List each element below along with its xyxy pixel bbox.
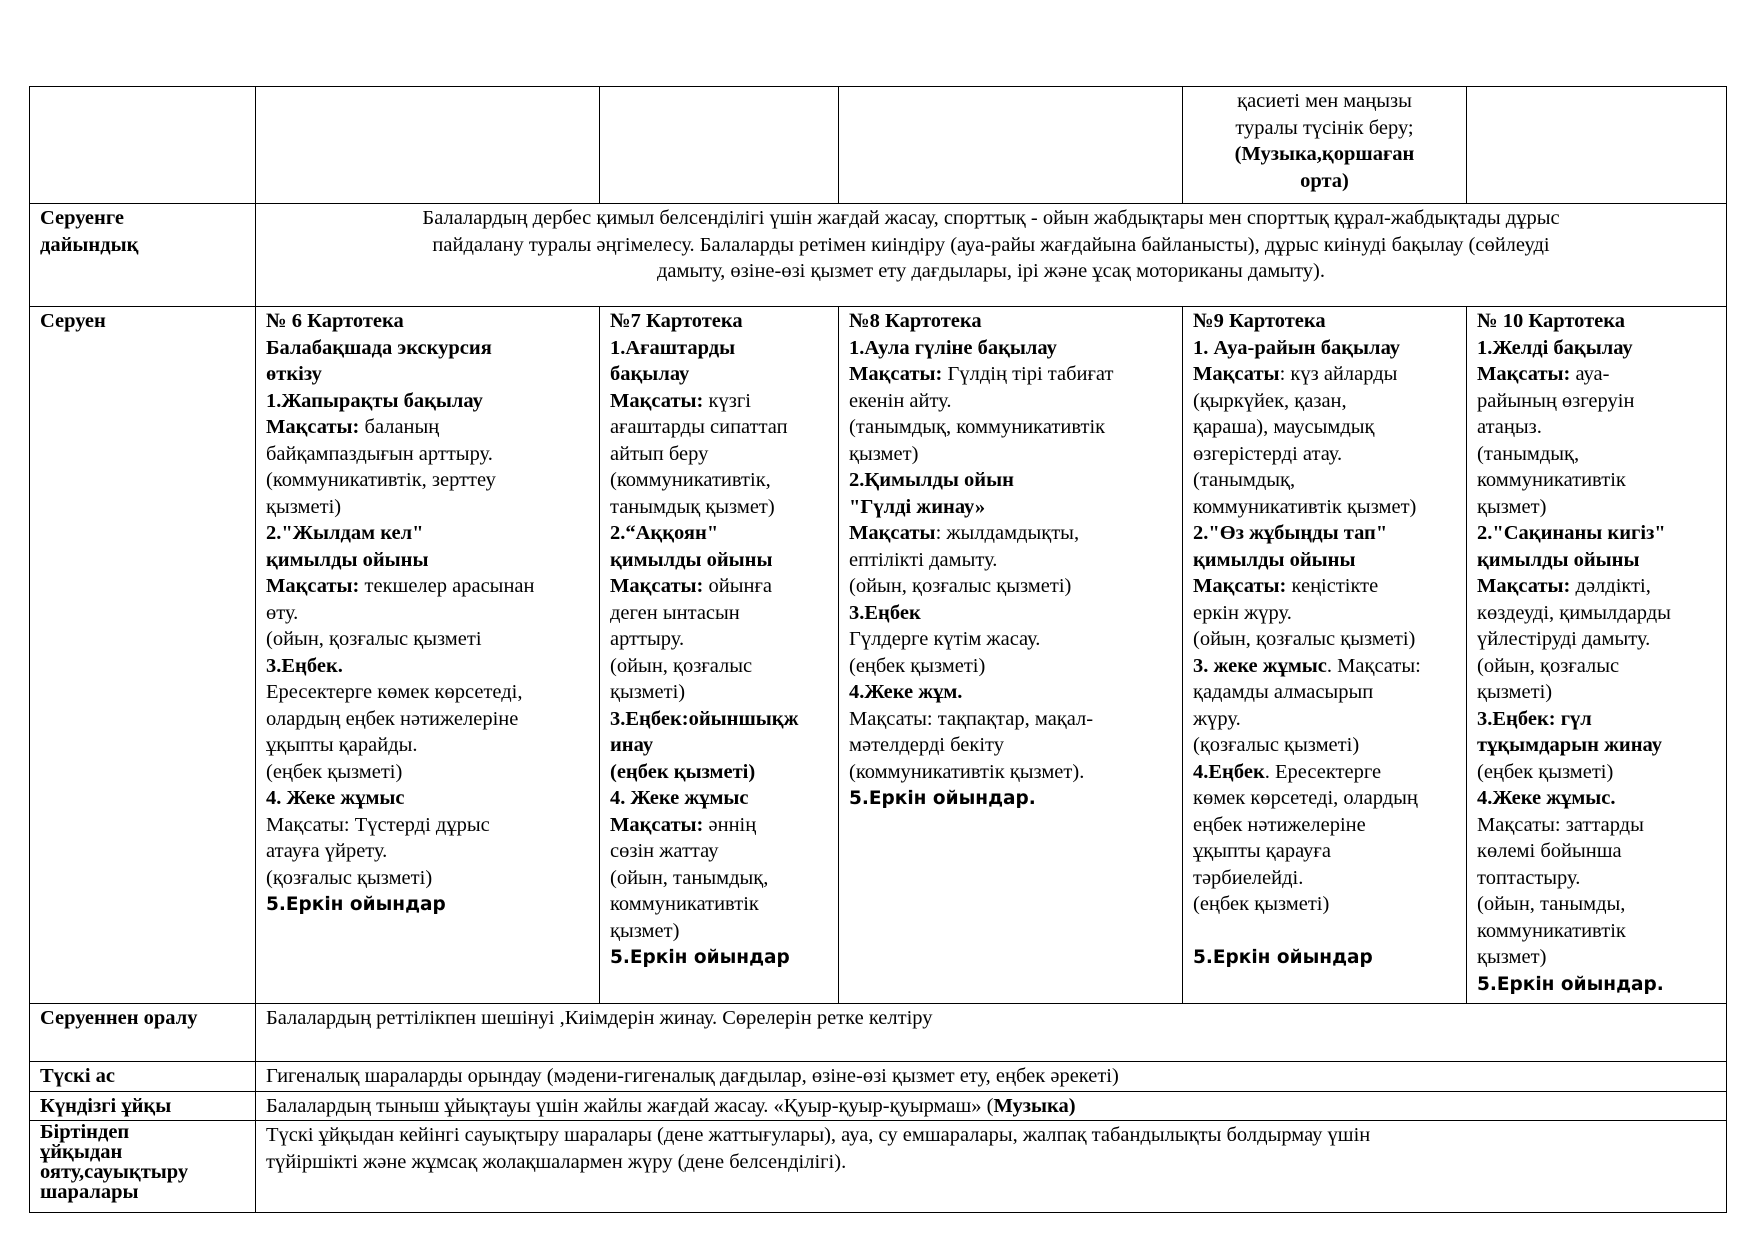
card-line	[849, 441, 1172, 468]
card-line-text: (ойын, қозғалыс	[1477, 654, 1620, 677]
card-line	[266, 626, 589, 653]
card-line	[610, 812, 828, 839]
card-line	[266, 441, 589, 468]
card-line-text: арттыру.	[610, 628, 685, 650]
card-line-text: 4.Жеке жұмыс.	[1477, 787, 1616, 809]
card-line-rest: : күз айларды	[1279, 363, 1398, 385]
card-line-text: атаңыз.	[1477, 416, 1542, 438]
card-line-text: көздеуді, қимылдарды	[1477, 601, 1671, 624]
label-line: Серуенге	[40, 207, 124, 229]
card-line-text: 1.Аула гүліне бақылау	[849, 336, 1057, 359]
card-line	[849, 759, 1172, 786]
card-line-text: №9 Картотека	[1193, 310, 1326, 332]
card-line	[266, 388, 589, 415]
card-line	[1477, 600, 1716, 627]
card-line	[610, 573, 828, 600]
card-line	[849, 467, 1172, 494]
card-line	[1477, 759, 1716, 786]
card-line	[849, 600, 1172, 627]
card-line	[1477, 706, 1716, 733]
card-line	[1193, 335, 1456, 362]
card-line-text: деген ынтасын	[610, 601, 740, 624]
card-line	[1477, 971, 1716, 999]
card-line-text: 4. Жеке жұмыс	[266, 787, 405, 809]
card-line	[610, 918, 828, 945]
row-label: Серуеннен оралу	[30, 1004, 256, 1062]
card-line	[849, 388, 1172, 415]
card-line-text: 4. Жеке жұмыс	[610, 787, 749, 809]
nap-text	[256, 1091, 1727, 1121]
card-line	[1193, 308, 1456, 335]
card-line-text: қимылды ойыны	[1477, 548, 1640, 571]
card-line-text: жүру.	[1193, 707, 1241, 730]
card-line	[266, 812, 589, 839]
card-line-text: (ойын, қозғалыс	[610, 654, 753, 677]
card-line	[1193, 388, 1456, 415]
card-line	[1193, 467, 1456, 494]
card-line	[1193, 891, 1456, 918]
card-line	[610, 388, 828, 415]
card-line-text: айтып беру	[610, 442, 709, 465]
card-line-text: көмек көрсетеді, олардың	[1193, 787, 1418, 809]
card-line-text: (еңбек қызметі)	[849, 654, 986, 677]
card-line-text: 5.Еркін ойындар.	[849, 788, 1036, 809]
text-line: Түскі ұйқыдан кейінгі сауықтыру шаралары (дене жаттығулары), ауа, су емшаралары, жалпақ табандылықты болдырмау үшін	[266, 1124, 1371, 1146]
card-line-text: (қозғалыс қызметі)	[266, 866, 433, 889]
lunch-text: Гигеналық шараларды орындау (мәдени-гигеналық дағдылар, өзіне-өзі қызмет ету, еңбек әрекеті)	[256, 1062, 1727, 1092]
card-line-text: 2.“Аққоян"	[610, 522, 719, 544]
card-line	[610, 626, 828, 653]
card-line-rest: күзгі	[708, 389, 751, 412]
label-line: Біртіндеп	[40, 1121, 130, 1143]
card-line	[1477, 414, 1716, 441]
card-line-text: (ойын, қозғалыс қызметі	[266, 628, 482, 650]
card-line	[1477, 361, 1716, 388]
card-line	[610, 944, 828, 972]
card-line	[1477, 944, 1716, 971]
card-line	[849, 520, 1172, 547]
card-line-text: бақылау	[610, 363, 690, 385]
card-line-text: Мақсаты:	[266, 575, 365, 597]
card-line	[849, 308, 1172, 335]
card-line-text: Мақсаты:	[610, 575, 709, 597]
card-line-text: қимылды ойыны	[610, 548, 773, 571]
card-line-text: олардың еңбек нәтижелеріне	[266, 707, 519, 730]
card-line	[610, 547, 828, 574]
card-line-rest: Гүлдің тірі табиғат	[947, 363, 1114, 385]
card-line	[610, 441, 828, 468]
wake-text	[256, 1121, 1727, 1213]
card-line-text: 3.Еңбек: гүл	[1477, 707, 1592, 730]
card-line-text: (ойын, танымды,	[1477, 893, 1626, 915]
card-line-text: райының өзгеруін	[1477, 389, 1635, 412]
card-line-text: екенін айту.	[849, 389, 952, 412]
daily-plan-table	[29, 86, 1727, 1213]
card-line	[849, 547, 1172, 574]
card-line	[1477, 918, 1716, 945]
label-line: Серуен	[40, 310, 106, 332]
card-line-text: көлемі бойынша	[1477, 840, 1622, 862]
card-line-rest: . Ересектерге	[1264, 760, 1382, 783]
card-line-text: № 6 Картотека	[266, 310, 404, 332]
card-line	[849, 732, 1172, 759]
label-line: ояту,сауықтыру	[40, 1161, 189, 1183]
card-line-text: 3.Еңбек:ойыншықж	[610, 707, 799, 730]
card-line-text: Балабақшада экскурсия	[266, 336, 492, 359]
card-line-text: (танымдық,	[1477, 442, 1580, 465]
card-line-text: қызмет)	[1477, 946, 1547, 968]
card-line	[266, 573, 589, 600]
card-line	[610, 706, 828, 733]
card-line-text: коммуникативтік	[1477, 919, 1626, 942]
empty-cell	[1467, 87, 1727, 204]
card-line	[1477, 520, 1716, 547]
card-line	[1477, 388, 1716, 415]
card-line-text: мәтелдерді бекіту	[849, 734, 1004, 756]
empty-cell	[600, 87, 839, 204]
text-line: (Музыка,қоршаған	[1234, 143, 1415, 165]
card-line	[849, 706, 1172, 733]
card-line-rest: ауа-	[1575, 363, 1610, 385]
card-line-text: ағаштарды сипаттап	[610, 416, 788, 438]
card-line-text: ұқыпты қарауға	[1193, 840, 1331, 862]
card-line	[1477, 494, 1716, 521]
empty-cell	[256, 87, 600, 204]
card-line-text: ұқыпты қарайды.	[266, 734, 418, 756]
card-line-text: Мақсаты	[1193, 363, 1280, 385]
card-line-text: өту.	[266, 601, 299, 624]
card-line	[266, 679, 589, 706]
card-line-text: (қозғалыс қызметі)	[1193, 734, 1360, 756]
card-line	[610, 679, 828, 706]
card-line-text: (қыркүйек, қазан,	[1193, 389, 1347, 412]
card-line	[1193, 600, 1456, 627]
card-line	[1193, 812, 1456, 839]
card-line-text: 2."Өз жұбыңды тап"	[1193, 522, 1388, 544]
card-line-text: Мақсаты: тақпақтар, мақал-	[849, 707, 1094, 730]
card-line	[1477, 891, 1716, 918]
card-line-text: коммуникативтік	[1477, 469, 1626, 491]
card-line	[610, 759, 828, 786]
card-line	[1477, 812, 1716, 839]
card-line	[849, 335, 1172, 362]
card-line	[1193, 494, 1456, 521]
card-line	[610, 414, 828, 441]
card-line-text: қызметі)	[266, 495, 342, 518]
card-line	[266, 547, 589, 574]
card-line	[610, 732, 828, 759]
card-line	[849, 785, 1172, 813]
card-line	[1477, 865, 1716, 892]
card-line	[849, 414, 1172, 441]
continuation-row	[30, 87, 1727, 204]
lunch-row	[30, 1062, 1727, 1092]
card-line-text: 3.Еңбек	[849, 601, 921, 624]
card-line	[1477, 732, 1716, 759]
card-line-text: 3. жеке жұмыс	[1193, 654, 1327, 677]
card-line	[1477, 441, 1716, 468]
card-line-text: қимылды ойыны	[1193, 548, 1356, 571]
card-line-text: №7 Картотека	[610, 310, 743, 332]
card-line-text: (коммуникативтік қызмет).	[849, 760, 1085, 783]
card-line	[610, 600, 828, 627]
return-row	[30, 1004, 1727, 1062]
card-line-rest: . Мақсаты:	[1326, 654, 1421, 677]
text-line: Балалардың дербес қимыл белсенділігі үшін жағдай жасау, спорттық - ойын жабдықтары мен спорттық құрал-жабдықтады дұрыс	[422, 207, 1560, 229]
card-line	[1193, 441, 1456, 468]
card-line-text: атауға үйрету.	[266, 840, 388, 862]
text-line: орта)	[1300, 169, 1349, 192]
text-part: Балалардың тыныш ұйықтауы үшін жайлы жағдай жасау. «Қуыр-қуыр-қуырмаш» (	[266, 1094, 994, 1117]
card-line	[266, 785, 589, 812]
card-line-text: 3.Еңбек.	[266, 654, 343, 677]
card-line-text: 1.Желді бақылау	[1477, 336, 1633, 359]
card-line	[1193, 865, 1456, 892]
card-line	[1477, 785, 1716, 812]
empty-cell	[839, 87, 1183, 204]
card-line	[1193, 573, 1456, 600]
card-line-text: (коммуникативтік,	[610, 469, 771, 491]
card-line-text: сөзін жаттау	[610, 840, 719, 862]
card-line-rest: текшелер арасынан	[364, 575, 535, 597]
card-line-text: Мақсаты:	[849, 363, 948, 385]
card-line	[1193, 626, 1456, 653]
card-line-text: Мақсаты:	[1477, 363, 1576, 385]
card-line-text: қимылды ойыны	[266, 548, 429, 571]
card-line-text: қызмет)	[849, 442, 919, 465]
card-line-rest: әннің	[708, 813, 757, 836]
card-line-rest: : жылдамдықты,	[935, 522, 1080, 544]
card-line-text: өзгерістерді атау.	[1193, 442, 1343, 465]
card-line	[266, 732, 589, 759]
card-line	[1477, 679, 1716, 706]
card-line-text: (ойын, қозғалыс қызметі)	[1193, 628, 1416, 650]
card-line	[610, 520, 828, 547]
card-line-text: (еңбек қызметі)	[610, 760, 756, 783]
card-line	[1193, 759, 1456, 786]
card-line-text: Мақсаты:	[610, 813, 709, 836]
card-line-text: (танымдық,	[1193, 469, 1296, 491]
card-line	[849, 679, 1172, 706]
card-10	[1467, 307, 1727, 1004]
card-line	[1193, 838, 1456, 865]
card-line-text: (ойын, қозғалыс қызметі)	[849, 575, 1072, 597]
card-line-text: қызмет)	[1477, 495, 1547, 518]
card-line	[610, 361, 828, 388]
card-line	[266, 361, 589, 388]
card-line	[1193, 918, 1456, 945]
card-line-text: қызмет)	[610, 919, 680, 942]
card-line	[1193, 679, 1456, 706]
card-line-text: Гүлдерге күтім жасау.	[849, 628, 1041, 650]
card-line-text: "Гүлді жинау»	[849, 495, 986, 518]
card-line	[610, 467, 828, 494]
card-line	[610, 653, 828, 680]
card-line-text: 1.Жапырақты бақылау	[266, 389, 483, 412]
card-line	[1477, 335, 1716, 362]
card-line-text: танымдық қызмет)	[610, 495, 775, 518]
card-line-text: Мақсаты:	[610, 389, 709, 412]
text-line: түйіршікті және жұмсақ жолақшалармен жүру (дене белсенділігі).	[266, 1150, 847, 1173]
card-line	[266, 891, 589, 919]
card-line	[1193, 944, 1456, 972]
card-line-text: 1. Ауа-райын бақылау	[1193, 336, 1401, 359]
wake-row	[30, 1121, 1727, 1213]
card-line	[849, 653, 1172, 680]
nap-row	[30, 1091, 1727, 1121]
card-line-text: (еңбек қызметі)	[266, 760, 403, 783]
card-6	[256, 307, 600, 1004]
card-line-text: 5.Еркін ойындар	[610, 947, 790, 968]
card-line	[1193, 785, 1456, 812]
card-line-rest: баланың	[364, 416, 440, 438]
row-label: Күндізгі ұйқы	[30, 1091, 256, 1121]
card-line-text: (коммуникативтік, зерттеу	[266, 469, 496, 491]
card-line	[266, 308, 589, 335]
walk-prep-text	[256, 204, 1727, 307]
card-line-text: Мақсаты	[849, 522, 936, 544]
text-line: пайдалану туралы әңгімелесу. Балаларды ретімен киіндіру (ауа-райы жағдайына байланысты), дұрыс киінуді бақылау (сөйлеуді	[432, 233, 1550, 256]
text-line: дамыту, өзіне-өзі қызмет ету дағдылары, ірі және ұсақ моториканы дамыту).	[656, 260, 1326, 282]
card-line	[266, 520, 589, 547]
card-line	[1193, 414, 1456, 441]
card-line-text: (танымдық, коммуникативтік	[849, 416, 1106, 438]
card-line	[266, 414, 589, 441]
card-line-text: 4.Еңбек	[1193, 760, 1265, 783]
card-line-text: қараша), маусымдық	[1193, 416, 1375, 438]
card-line-text: 5.Еркін ойындар	[1193, 947, 1373, 968]
walk-row	[30, 307, 1727, 1004]
card-line	[266, 494, 589, 521]
card-line-text: №8 Картотека	[849, 310, 982, 332]
card-9	[1183, 307, 1467, 1004]
card-line	[610, 891, 828, 918]
card-line-text: 5.Еркін ойындар.	[1477, 973, 1664, 995]
card-line-text: инау	[610, 734, 654, 756]
empty-cell	[30, 87, 256, 204]
card-7	[600, 307, 839, 1004]
card-line-text: ептілікті дамыту.	[849, 548, 998, 571]
card-line-text: еңбек нәтижелеріне	[1193, 813, 1366, 836]
label-line: дайындық	[40, 233, 139, 256]
walk-prep-row	[30, 204, 1727, 307]
card-line	[1477, 838, 1716, 865]
row-label: Түскі ас	[30, 1062, 256, 1092]
card-line-text: қызметі)	[610, 681, 686, 703]
card-line	[610, 335, 828, 362]
text-bold-part: Музыка)	[993, 1094, 1076, 1117]
text-line: туралы түсінік беру;	[1235, 116, 1414, 139]
card-8	[839, 307, 1183, 1004]
card-line-text: 2."Сақинаны кигіз"	[1477, 522, 1666, 544]
card-line-text: 1.Ағаштарды	[610, 336, 736, 359]
card-line-text: Мақсаты: заттарды	[1477, 813, 1644, 836]
card-line-text: 2.Қимылды ойын	[849, 469, 1014, 491]
card-line-text: өткізу	[266, 363, 322, 385]
card-line-text: байқампаздығын арттыру.	[266, 442, 493, 465]
card-line-text: еркін жүру.	[1193, 601, 1292, 624]
card-line-text: Мақсаты:	[1193, 575, 1292, 597]
card-line-text: 5.Еркін ойындар	[266, 894, 446, 915]
card-line	[610, 308, 828, 335]
card-line-text: қадамды алмасырып	[1193, 681, 1374, 703]
card-line	[1477, 626, 1716, 653]
card-line	[266, 838, 589, 865]
card-line-text: (ойын, танымдық,	[610, 866, 769, 889]
card-line	[849, 626, 1172, 653]
label-line: ұйқыдан	[40, 1141, 123, 1163]
card-line	[266, 865, 589, 892]
card-line	[1193, 547, 1456, 574]
card-line	[1193, 706, 1456, 733]
card-line-text: коммуникативтік қызмет)	[1193, 495, 1417, 518]
card-line-text: Ересектерге көмек көрсетеді,	[266, 681, 523, 703]
card-line	[610, 494, 828, 521]
card-line	[266, 600, 589, 627]
card-line-text: тәрбиелейді.	[1193, 866, 1304, 889]
card-line-rest: ойынға	[708, 575, 772, 597]
card-line-rest: дәлдікті,	[1575, 575, 1651, 597]
card-line-text: 2."Жылдам кел"	[266, 522, 424, 544]
row-label	[30, 307, 256, 1004]
label-line: шаралары	[40, 1181, 139, 1203]
return-text: Балалардың реттілікпен шешінуі ,Киімдерін жинау. Сөрелерін ретке келтіру	[256, 1004, 1727, 1062]
card-line-text: № 10 Картотека	[1477, 310, 1626, 332]
card-line	[1477, 308, 1716, 335]
card-line	[1477, 467, 1716, 494]
card-line	[1193, 361, 1456, 388]
text-line: қасиеті мен маңызы	[1237, 90, 1412, 112]
continuation-cell	[1183, 87, 1467, 204]
card-line	[610, 785, 828, 812]
card-line-text: қызметі)	[1477, 681, 1553, 703]
card-line-text: Мақсаты: Түстерді дұрыс	[266, 813, 490, 836]
card-line-text: топтастыру.	[1477, 866, 1581, 889]
card-line	[849, 573, 1172, 600]
card-line	[266, 467, 589, 494]
card-line-text: үйлестіруді дамыту.	[1477, 628, 1651, 650]
card-line	[849, 494, 1172, 521]
card-line-text: (еңбек қызметі)	[1477, 760, 1614, 783]
card-line-text: тұқымдарын жинау	[1477, 734, 1663, 756]
card-line	[266, 653, 589, 680]
card-line-text: Мақсаты:	[1477, 575, 1576, 597]
card-line-text: коммуникативтік	[610, 893, 759, 915]
card-line	[849, 361, 1172, 388]
card-line	[1477, 573, 1716, 600]
row-label	[30, 1121, 256, 1213]
card-line	[610, 865, 828, 892]
card-line	[266, 759, 589, 786]
card-line-text: 4.Жеке жұм.	[849, 681, 963, 703]
card-line-rest: кеңістікте	[1291, 575, 1379, 597]
card-line-text: Мақсаты:	[266, 416, 365, 438]
card-line	[1477, 547, 1716, 574]
card-line	[1193, 653, 1456, 680]
card-line	[266, 706, 589, 733]
card-line	[1477, 653, 1716, 680]
card-line	[610, 838, 828, 865]
card-line	[1193, 520, 1456, 547]
card-line-text: (еңбек қызметі)	[1193, 893, 1330, 915]
row-label	[30, 204, 256, 307]
card-line	[266, 335, 589, 362]
card-line	[1193, 732, 1456, 759]
